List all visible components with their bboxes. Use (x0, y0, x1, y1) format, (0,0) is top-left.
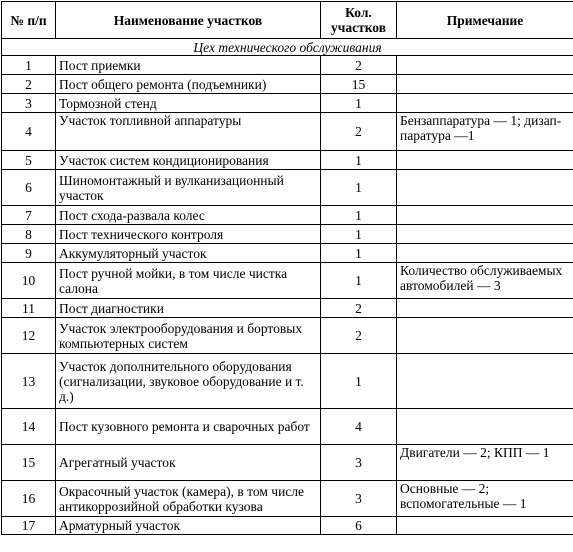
row-num: 15 (2, 445, 56, 481)
table-row (2, 318, 573, 354)
row-num: 16 (2, 481, 56, 517)
row-name: Пост схода-развала колес (56, 206, 321, 225)
row-note (397, 56, 573, 75)
row-num: 10 (2, 263, 56, 299)
header-name: Наименование участков (56, 2, 321, 39)
row-count: 6 (321, 517, 397, 535)
table-row (2, 75, 573, 94)
row-name: Арматурный участок (56, 517, 321, 535)
row-count: 15 (321, 75, 397, 94)
table-row (2, 206, 573, 225)
table-row (2, 299, 573, 318)
header-count: Кол. участков (321, 2, 397, 39)
row-name: Участок систем кондиционирования (56, 151, 321, 170)
row-note: Бензаппаратура — 1; дизаппаратура —1 (397, 113, 573, 151)
row-count: 1 (321, 244, 397, 263)
row-name: Участок топливной аппаратуры (56, 113, 321, 151)
row-name: Участок электрооборудования и бортовых компьютерных систем (56, 318, 321, 354)
row-count: 1 (321, 263, 397, 299)
row-note: Основные — 2; вспомогательные — 1 (397, 481, 573, 517)
row-note (397, 299, 573, 318)
table-row (2, 517, 573, 535)
row-count: 1 (321, 94, 397, 113)
row-note (397, 206, 573, 225)
row-num: 8 (2, 225, 56, 244)
row-name: Пост общего ремонта (подъемники) (56, 75, 321, 94)
row-count: 4 (321, 409, 397, 445)
row-note (397, 244, 573, 263)
table-row (2, 225, 573, 244)
table-row (2, 409, 573, 445)
row-name: Пост диагностики (56, 299, 321, 318)
row-note (397, 94, 573, 113)
row-num: 7 (2, 206, 56, 225)
table-row (2, 263, 573, 299)
row-name: Аккумуляторный участок (56, 244, 321, 263)
row-count: 1 (321, 170, 397, 206)
row-count: 2 (321, 113, 397, 151)
row-name: Шиномонтажный и вулканизационный участок (56, 170, 321, 206)
table-row (2, 244, 573, 263)
section-row (2, 39, 573, 56)
table-row (2, 481, 573, 517)
row-name: Агрегатный участок (56, 445, 321, 481)
row-name: Пост приемки (56, 56, 321, 75)
row-name: Участок дополнительного оборудования (сигнализации, звуковое оборудование и т. д.) (56, 354, 321, 409)
row-name: Пост кузовного ремонта и сварочных работ (56, 409, 321, 445)
row-num: 13 (2, 354, 56, 409)
table-header-row (2, 2, 573, 39)
row-count: 1 (321, 151, 397, 170)
row-count: 3 (321, 481, 397, 517)
table-row (2, 113, 573, 151)
row-note (397, 354, 573, 409)
row-note (397, 170, 573, 206)
table-row (2, 354, 573, 409)
row-note (397, 151, 573, 170)
row-note: Количество обслуживаемых автомобилей — 3 (397, 263, 573, 299)
row-name: Тормозной стенд (56, 94, 321, 113)
header-note: Примечание (397, 2, 573, 39)
row-name: Пост ручной мойки, в том числе чистка салона (56, 263, 321, 299)
row-num: 6 (2, 170, 56, 206)
table-row (2, 445, 573, 481)
header-num: № п/п (2, 2, 56, 39)
sections-table (1, 1, 573, 535)
table-row (2, 170, 573, 206)
row-num: 9 (2, 244, 56, 263)
row-note (397, 75, 573, 94)
table-row (2, 151, 573, 170)
row-count: 1 (321, 225, 397, 244)
row-num: 17 (2, 517, 56, 535)
row-name: Окрасочный участок (камера), в том числе антикоррозийной обработки кузова (56, 481, 321, 517)
section-title: Цех технического обслуживания (2, 39, 573, 56)
row-num: 3 (2, 94, 56, 113)
row-count: 2 (321, 56, 397, 75)
row-note (397, 318, 573, 354)
row-count: 2 (321, 318, 397, 354)
row-num: 4 (2, 113, 56, 151)
table-row (2, 56, 573, 75)
row-note (397, 225, 573, 244)
row-note (397, 409, 573, 445)
row-count: 1 (321, 354, 397, 409)
row-num: 11 (2, 299, 56, 318)
row-num: 14 (2, 409, 56, 445)
row-count: 2 (321, 299, 397, 318)
row-num: 5 (2, 151, 56, 170)
row-note: Двигатели — 2; КПП — 1 (397, 445, 573, 481)
row-count: 1 (321, 206, 397, 225)
table-row (2, 94, 573, 113)
row-count: 3 (321, 445, 397, 481)
row-num: 2 (2, 75, 56, 94)
row-num: 12 (2, 318, 56, 354)
row-note (397, 517, 573, 535)
row-name: Пост технического контроля (56, 225, 321, 244)
row-num: 1 (2, 56, 56, 75)
